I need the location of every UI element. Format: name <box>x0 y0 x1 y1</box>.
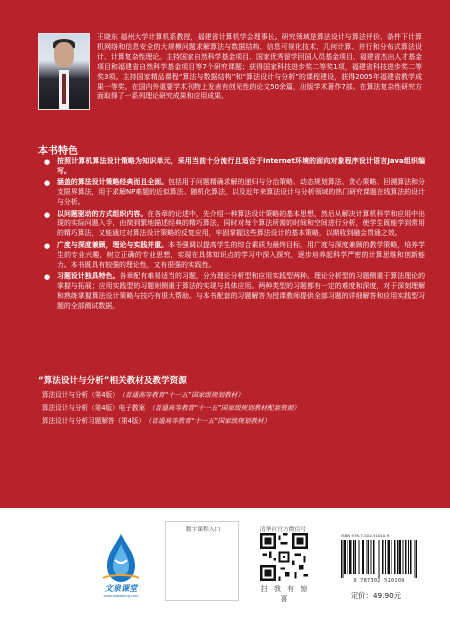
feature-item <box>44 240 425 271</box>
wechat-qr-code-icon[interactable] <box>260 533 308 581</box>
bullet-icon: ● <box>44 241 51 250</box>
resource-title: 算法设计与分析习题解答（第4版） <box>42 417 146 425</box>
resource-tag: （普通高等教育“十一五”国家级规划教材） <box>121 391 244 399</box>
feature-lead: 习题设计独具特色。 <box>57 271 120 280</box>
author-bio: 王晓东 福州大学计算机系教授，福建省计算机学会理事长。研究领域是算法设计与算法评价、条件下计算机网络和信息安全的大规模问题求解算法与数据结构、信息可视化技术、几何计算、并行和分布式算法设计、计算复杂性理论。主持国家自然科学基金项目、国家优秀留学回国人员基金项目、福建省杰出人才基金项目和福建省自然科学基金项目等7个研究课题；获得国家科技进步奖二等奖1项，福建省科技进步奖二等奖3项。主持国家精品课程“算法与数据结构”和“算法设计与分析”的课程建设，获得2005年福建省教学成果一等奖。在国内外重要学术刊物上发表有创见性的论文50余篇，出版学术著作7部。在算法复杂性研究方面取得了一系列理论研究成果和应用成果。 <box>97 33 422 101</box>
bullet-icon: ● <box>44 210 51 219</box>
resource-item <box>42 391 442 400</box>
barcode-icon <box>341 540 417 578</box>
resource-title: 算法设计与分析（第4版） <box>42 391 119 399</box>
resource-item <box>42 404 442 413</box>
digital-course-label: 数字课程入口 <box>185 527 221 533</box>
feature-lead: 广度与深度兼顾，理论与实践并重。 <box>57 240 169 249</box>
feature-body: 本书强调以提高学生的综合素质为最终目标，用广度与深度兼顾的教学策略，培养学生的专业兴趣，树立正确的专业思想，实现在具体知识点的学习中深入探究，逐步培养起科学严密的计算思维和创新能力。本书既具有较强的理论性，又有很强的实践性。 <box>57 240 425 269</box>
features-list <box>44 157 426 313</box>
logo-url: www.wqketang.com <box>103 594 139 598</box>
scan-prompt: 扫 我 有 惊 喜 <box>260 585 310 603</box>
resource-title: 算法设计与分析（第4版）电子教案 <box>42 404 146 412</box>
feature-item <box>44 157 425 177</box>
bullet-icon: ● <box>44 272 51 281</box>
wechat-label: 清华社官方微信号 <box>259 527 307 533</box>
isbn-label: ISBN 978-7-302-51010-9 <box>341 533 390 538</box>
resource-tag: （普通高等教育“十一五”国家级规划教材配套资源） <box>148 404 301 412</box>
feature-body: 各章配有难易适当的习题，分为理论分析型和应用实践型两种。理论分析型的习题侧重于算法理论的掌握与拓展；应用实践型的习题则侧重于算法的实现与具体应用。两种类型的习题都有一定的难度和深度，对于深刻理解和熟练掌握算法设计策略与技巧有很大帮助。与本书配套的习题解答为授课教师提供全部习题的详细解答和应用实践型习题的全部测试数据。 <box>57 271 425 310</box>
resources-heading: “算法设计与分析”相关教材及教学资源 <box>38 376 187 386</box>
price: 定价：49.90元 <box>351 591 402 600</box>
digital-course-box[interactable] <box>165 521 239 601</box>
resources-list <box>42 391 442 430</box>
feature-lead: 涵盖的算法设计策略经典而且全面。 <box>57 178 169 187</box>
feature-item <box>44 271 425 312</box>
resource-tag: （普通高等教育“十一五”国家级规划教材） <box>148 417 271 425</box>
bullet-icon: ● <box>44 158 51 166</box>
features-heading: 本书特色 <box>38 146 78 157</box>
barcode-digits: 9 787302 510109 <box>353 578 405 584</box>
author-photo <box>38 33 90 110</box>
feature-body: 包括用于问题精确求解的递归与分治策略、动态规划算法、贪心策略、回溯算法和分支限界算法，用于求解NP难题的近似算法、随机化算法，以及近年来算法设计与分析领域的热门研究课题在线算法的设计与分析。 <box>57 178 425 207</box>
feature-item <box>44 209 426 240</box>
resource-item <box>42 417 442 426</box>
feature-lead: 按照计算机算法设计策略为知识单元，采用当前十分流行且适合于Internet环境的面向对象程序设计语言Java组织编写。 <box>57 157 425 175</box>
feature-item <box>44 178 425 208</box>
bullet-icon: ● <box>44 179 51 188</box>
feature-lead: 以问题驱动的方式组织内容。 <box>57 209 148 218</box>
logo-text: 文泉课堂 <box>104 583 138 593</box>
feature-body: 在各章的论述中，先介绍一种算法设计策略的基本思想，然后从解决计算机科学和应用中出现的实际问题入手，由简到繁地描述经典的精巧算法，同时对每个算法所需的时间和空间进行分析，使学生既能学到常用的精巧算法，又能通过对算法设计策略的反复应用，牢固掌握这些算法设计的基本策略，以期收到融会贯通之效。 <box>57 209 426 238</box>
